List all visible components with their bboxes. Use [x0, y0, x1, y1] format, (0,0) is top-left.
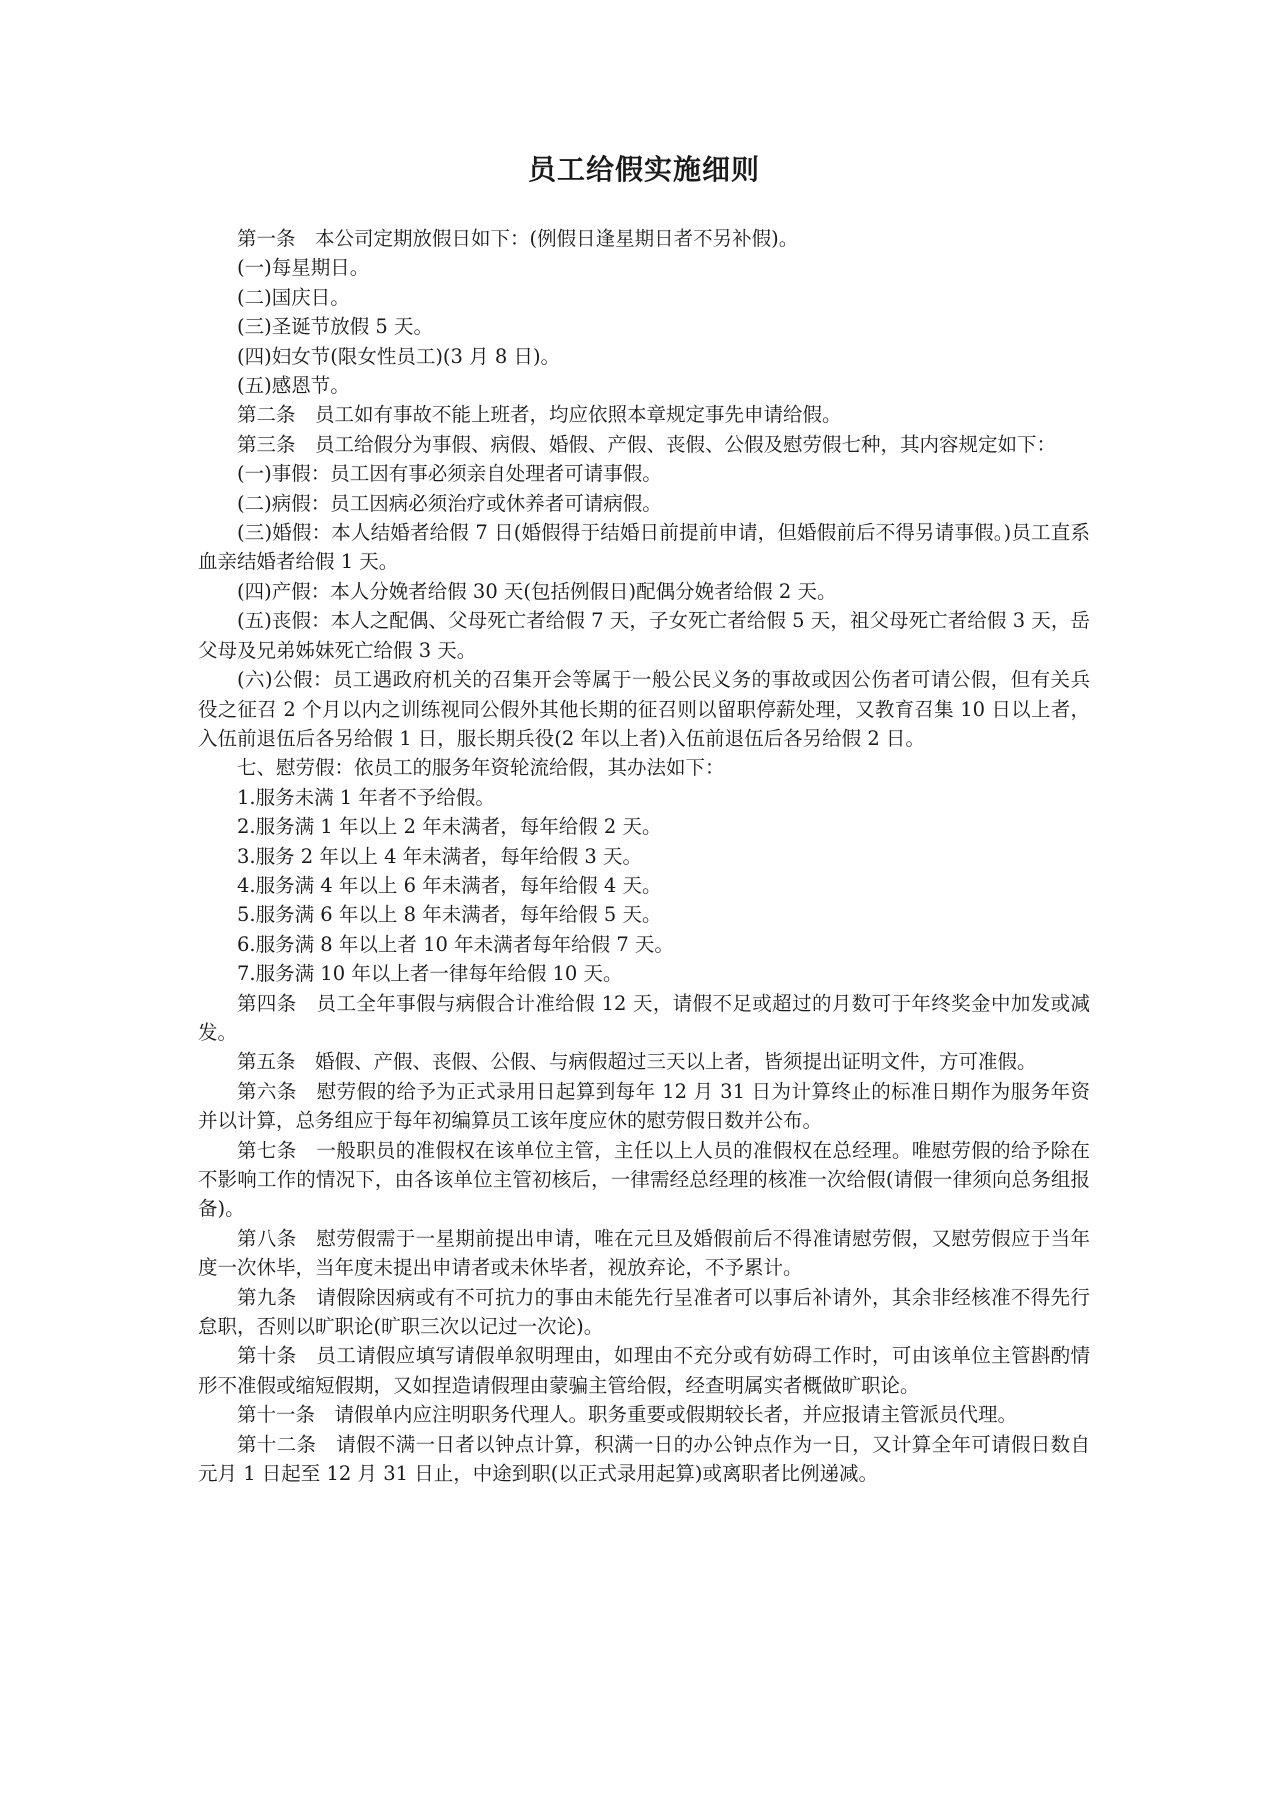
- paragraph: 第四条 员工全年事假与病假合计准给假 12 天，请假不足或超过的月数可于年终奖金中加发或减发。: [198, 991, 1090, 1044]
- paragraph: (三)圣诞节放假 5 天。: [237, 315, 434, 339]
- document-page: [198, 150, 1090, 1488]
- paragraph: (五)感恩节。: [237, 374, 350, 398]
- paragraph: 第六条 慰劳假的给予为正式录用日起算到每年 12 月 31 日为计算终止的标准日期作为服务年资并以计算，总务组应于每年初编算员工该年度应休的慰劳假日数并公布。: [198, 1079, 1090, 1133]
- paragraph: 7.服务满 10 年以上者一律每年给假 10 天。: [237, 962, 623, 986]
- paragraph: 第五条 婚假、产假、丧假、公假、与病假超过三天以上者，皆须提出证明文件，方可准假。: [237, 1050, 1037, 1074]
- paragraph: 第三条 员工给假分为事假、病假、婚假、产假、丧假、公假及慰劳假七种，其内容规定如下：: [237, 432, 1057, 456]
- paragraph: 3.服务 2 年以上 4 年未满者，每年给假 3 天。: [237, 844, 643, 868]
- paragraph: 第一条 本公司定期放假日如下：(例假日逢星期日者不另补假)。: [237, 227, 799, 250]
- paragraph: 第七条 一般职员的准假权在该单位主管，主任以上人员的准假权在总经理。唯慰劳假的给予除在不影响工作的情况下，由各该单位主管初核后，一律需经总经理的核准一次给假(请假一律须向总务组报备)。: [198, 1138, 1090, 1221]
- paragraph: (一)事假：员工因有事必须亲自处理者可请事假。: [237, 462, 662, 486]
- paragraph: (四)妇女节(限女性员工)(3 月 8 日)。: [237, 344, 561, 368]
- paragraph: (三)婚假：本人结婚者给假 7 日(婚假得于结婚日前提前申请，但婚假前后不得另请事假。)员工直系血亲结婚者给假 1 天。: [198, 521, 1090, 574]
- paragraph: 6.服务满 8 年以上者 10 年未满者每年给假 7 天。: [237, 932, 674, 956]
- paragraph: 第十二条 请假不满一日者以钟点计算，积满一日的办公钟点作为一日，又计算全年可请假日数自元月 1 日起至 12 月 31 日止，中途到职(以正式录用起算)或离职者比例递减。: [198, 1432, 1090, 1486]
- paragraph: 5.服务满 6 年以上 8 年未满者，每年给假 5 天。: [237, 903, 662, 927]
- paragraph: 第十一条 请假单内应注明职务代理人。职务重要或假期较长者，并应报请主管派员代理。: [237, 1403, 1018, 1427]
- paragraph: 2.服务满 1 年以上 2 年未满者，每年给假 2 天。: [237, 815, 662, 839]
- paragraph: 七、慰劳假：依员工的服务年资轮流给假，其办法如下：: [237, 756, 725, 780]
- document-title: 员工给假实施细则: [527, 153, 760, 186]
- paragraph: (五)丧假：本人之配偶、父母死亡者给假 7 天，子女死亡者给假 5 天，祖父母死亡者给假 3 天，岳父母及兄弟姊妹死亡给假 3 天。: [198, 609, 1090, 662]
- paragraph: 第八条 慰劳假需于一星期前提出申请，唯在元旦及婚假前后不得准请慰劳假，又慰劳假应于当年度一次休毕，当年度未提出申请者或未休毕者，视放弃论，不予累计。: [198, 1226, 1090, 1280]
- paragraph: (六)公假：员工遇政府机关的召集开会等属于一般公民义务的事故或因公伤者可请公假，但有关兵役之征召 2 个月以内之训练视同公假外其他长期的征召则以留职停薪处理，又教育召集 10 日以上者，入伍前退伍后各另给假 1 日，服长期兵役(2 年以上者)入伍前退伍后各另给假 2 日。: [198, 668, 1090, 750]
- paragraph: 4.服务满 4 年以上 6 年未满者，每年给假 4 天。: [237, 873, 662, 897]
- paragraph: 1.服务未满 1 年者不予给假。: [237, 785, 495, 809]
- paragraph: 第二条 员工如有事故不能上班者，均应依照本章规定事先申请给假。: [237, 403, 842, 427]
- paragraph: (二)国庆日。: [237, 285, 350, 309]
- paragraph: 第十条 员工请假应填写请假单叙明理由，如理由不充分或有妨碍工作时，可由该单位主管斟酌情形不准假或缩短假期，又如捏造请假理由蒙骗主管给假，经查明属实者概做旷职论。: [198, 1344, 1090, 1397]
- document-body: [198, 224, 1090, 1488]
- paragraph: (二)病假：员工因病必须治疗或休养者可请病假。: [237, 491, 662, 515]
- paragraph: (一)每星期日。: [237, 256, 370, 280]
- paragraph: 第九条 请假除因病或有不可抗力的事由未能先行呈准者可以事后补请外，其余非经核准不得先行怠职，否则以旷职论(旷职三次以记过一次论)。: [198, 1285, 1090, 1339]
- paragraph: (四)产假：本人分娩者给假 30 天(包括例假日)配偶分娩者给假 2 天。: [237, 579, 837, 603]
